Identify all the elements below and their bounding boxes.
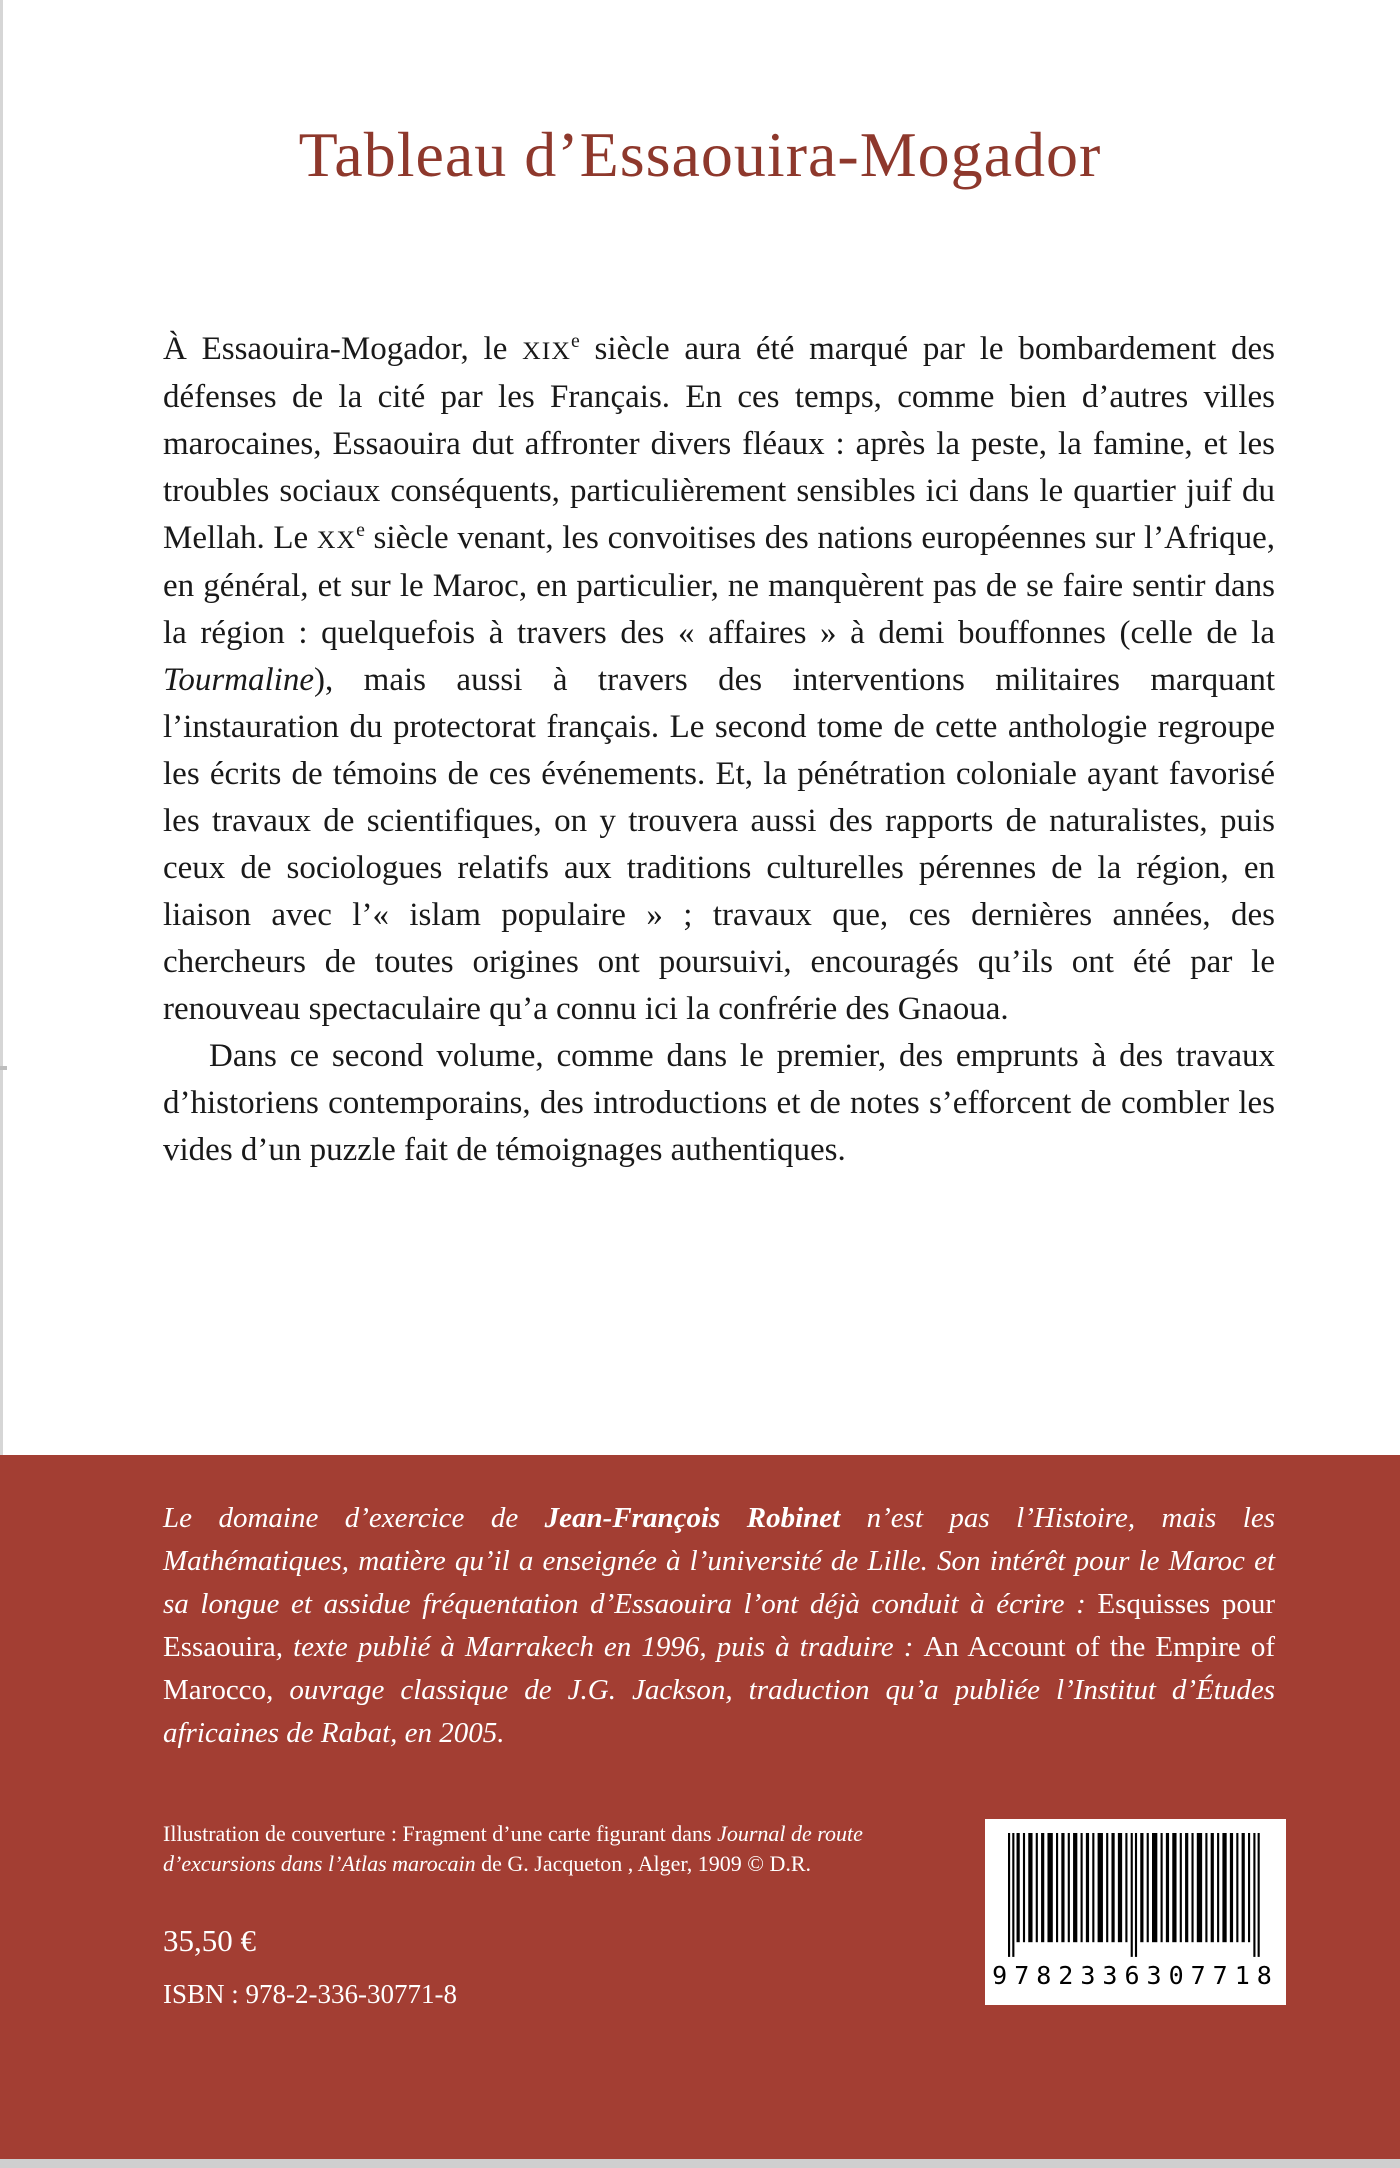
text-run: de G. Jacqueton , Alger, 1909 © D.R. (475, 1851, 812, 1876)
synopsis-paragraph-1 (163, 326, 1275, 1033)
barcode-digits: 9782336307718 (992, 1961, 1279, 1990)
text-run: ), mais aussi à travers des interventions militaires marquant l’instauration du protectorat français. Le second tome de cette anthologie regroupe les écrits de témoins de ces événements. Et, la pénétration coloniale ayant favorisé les travaux de scientifiques, on y trouvera aussi des rapports de naturalistes, puis ceux de sociologues relatifs aux traditions culturelles pérennes de la région, en liaison avec l’« islam populaire » ; travaux que, ces dernières années, des chercheurs de toutes origines ont poursuivi, encouragés qu’ils ont été par le renouveau spectaculaire qu’a connu ici la confrérie des Gnaoua. (163, 662, 1275, 1027)
smallcaps-century: XX (316, 525, 357, 554)
text-run: siècle aura été marqué par le bombardement des défenses de la cité par les Français. En ces temps, comme bien d’autres villes marocaines, Essaouira dut affronter divers fléaux : après la peste, la famine, et les troubles sociaux conséquents, particulièrement sensibles ici dans le quartier juif du Mellah. Le (163, 331, 1275, 556)
text-run: , ouvrage classique de J.G. Jackson, traduction qu’a publiée l’Institut d’Études africaines de Rabat, en 2005. (163, 1674, 1275, 1749)
price-label: 35,50 € (163, 1923, 256, 1958)
isbn-label: ISBN : 978-2-336-30771-8 (163, 1979, 457, 2009)
author-band (0, 1455, 1400, 2168)
barcode-bars-icon (1008, 1833, 1264, 1959)
credit-journal-title: Journal de route d’excursions dans l’Atlas marocain (163, 1821, 863, 1876)
author-name: Jean-François Robinet (544, 1502, 841, 1534)
page-bottom-edge (0, 2159, 1400, 2168)
synopsis-paragraph-2: Dans ce second volume, comme dans le premier, des emprunts à des travaux d’historiens contemporains, des introductions et de notes s’efforcent de combler les vides d’un puzzle fait de témoignages authentiques. (163, 1038, 1275, 1168)
text-run: , texte publié à Marrakech en 1996, puis à traduire : (275, 1631, 924, 1663)
book-title-esquisses: Esquisses pour Essaouira (163, 1588, 1275, 1663)
text-run: Illustration de couverture : Fragment d’une carte figurant dans (163, 1821, 718, 1846)
page-title: Tableau d’Essaouira-Mogador (298, 119, 1102, 190)
superscript-e: e (356, 519, 365, 541)
text-run: n’est pas l’Histoire, mais les Mathématiques, matière qu’il a enseignée à l’université de Lille. Son intérêt pour le Maroc et sa longue et assidue fréquentation d’Essaouira l’ont déjà conduit à écrire : (163, 1502, 1275, 1620)
text-run: Le domaine d’exercice de (163, 1502, 545, 1534)
synopsis (163, 326, 1275, 1174)
smallcaps-century: XIX (522, 336, 571, 365)
author-bio (163, 1497, 1275, 1755)
italic-title-tourmaline: Tourmaline (163, 662, 314, 698)
text-run: siècle venant, les convoitises des nations européennes sur l’Afrique, en général, et sur le Maroc, en particulier, ne manquèrent pas de se faire sentir dans la région : quelquefois à travers des « affaires » à demi bouffonnes (celle de la (163, 520, 1275, 651)
barcode (985, 1819, 1286, 2005)
page-edge-mark (0, 1066, 7, 1070)
cover-credit (163, 1819, 943, 1879)
book-title-account: An Account of the Empire of Marocco (163, 1631, 1275, 1706)
superscript-e: e (570, 330, 580, 352)
text-run: À Essaouira-Mogador, le (163, 331, 523, 367)
